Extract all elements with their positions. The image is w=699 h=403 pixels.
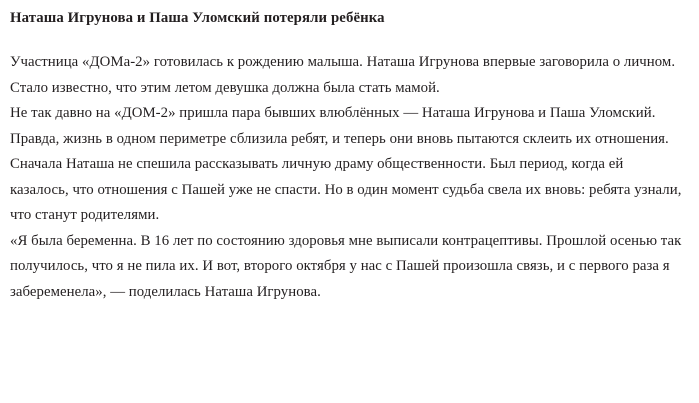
page-title: Наташа Игрунова и Паша Уломский потеряли ребёнка [10,10,385,26]
article-paragraph-drama: Сначала Наташа не спешила рассказывать личную драму общественности. Был период, когда ей казалось, что отношения с Пашей уже не спасти. Но в один момент судьба свела их вновь: ребята узнали, что станут родителями. [10,156,682,223]
article-paragraph-couple-history: Не так давно на «ДОМ-2» пришла пара бывших влюблённых — Наташа Игрунова и Паша Уломский. Правда, жизнь в одном периметре сблизила ребят, и теперь они вновь пытаются склеить их отношения. [10,105,669,147]
article-paragraph-intro: Участница «ДОМа-2» готовилась к рождению малыша. Наташа Игрунова впервые заговорила о личном. Стало известно, что этим летом девушка должна была стать мамой. [10,54,676,96]
article-paragraph-quote: «Я была беременна. В 16 лет по состоянию здоровья мне выписали контрацептивы. Прошлой осенью так получилось, что я не пила их. И вот, второго октября у нас с Пашей произошла связь, и с первого раза я забеременела», — поделилась Наташа Игрунова. [10,232,682,300]
